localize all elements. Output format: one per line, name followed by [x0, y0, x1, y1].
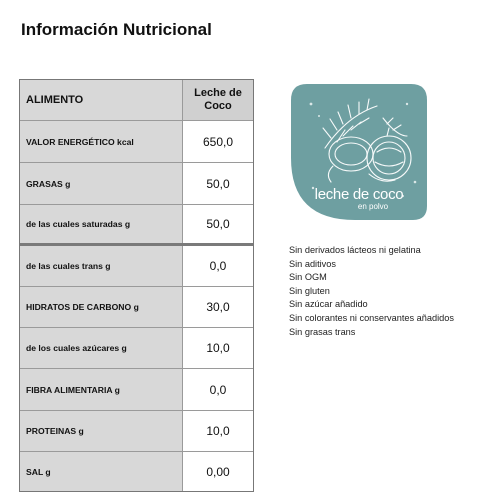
nutrient-label: de los cuales azúcares g [26, 343, 127, 353]
list-item: Sin azúcar añadido [289, 299, 368, 310]
nutrient-label: PROTEINAS g [26, 426, 84, 436]
nutrient-label: SAL g [26, 466, 51, 477]
nutrient-value: 10,0 [182, 328, 253, 368]
nutrient-value: 10,0 [182, 411, 253, 451]
table-header-row [20, 80, 253, 120]
list-item: Sin gluten [289, 285, 330, 296]
nutrient-value: 50,0 [182, 163, 253, 204]
nutrient-label: FIBRA ALIMENTARIA g [26, 384, 120, 395]
header-product-line2: Coco [204, 100, 232, 112]
nutrient-label: HIDRATOS DE CARBONO g [26, 302, 139, 312]
nutrient-value: 650,0 [182, 121, 253, 162]
nutrient-value: 0,00 [182, 452, 253, 491]
nutrition-table [19, 79, 254, 492]
table-row [20, 204, 253, 243]
nutrient-label: de las cuales saturadas g [26, 219, 131, 229]
nutrient-label: GRASAS g [26, 178, 71, 189]
table-row [20, 162, 253, 204]
list-item: Sin derivados lácteos ni gelatina [289, 245, 421, 255]
page-title: Información Nutricional [21, 20, 212, 39]
nutrient-value: 0,0 [182, 246, 253, 286]
header-product-line1: Leche de [194, 87, 242, 99]
table-row [20, 368, 253, 410]
list-item: Sin OGM [289, 272, 327, 283]
table-row [20, 120, 253, 162]
list-item: Sin colorantes ni conservantes añadidos [289, 312, 454, 323]
nutrient-value: 30,0 [182, 287, 253, 327]
coconut-milk-logo [285, 78, 433, 226]
table-row [20, 410, 253, 451]
header-food-label: ALIMENTO [26, 94, 84, 106]
table-row [20, 327, 253, 368]
table-row [20, 243, 253, 286]
nutrient-label: de las cuales trans g [26, 261, 111, 271]
list-item: Sin grasas trans [289, 326, 356, 337]
table-row [20, 286, 253, 327]
header-product-label [182, 80, 253, 120]
nutrient-value: 0,0 [182, 369, 253, 410]
table-row [20, 451, 253, 491]
logo-subtitle: en polvo [357, 202, 389, 211]
logo-title: leche de coco [314, 186, 404, 203]
nutrient-value: 50,0 [182, 205, 253, 243]
list-item: Sin aditivos [289, 258, 336, 269]
nutrient-label: VALOR ENERGÉTICO kcal [26, 136, 134, 147]
product-claims-list [289, 244, 454, 339]
